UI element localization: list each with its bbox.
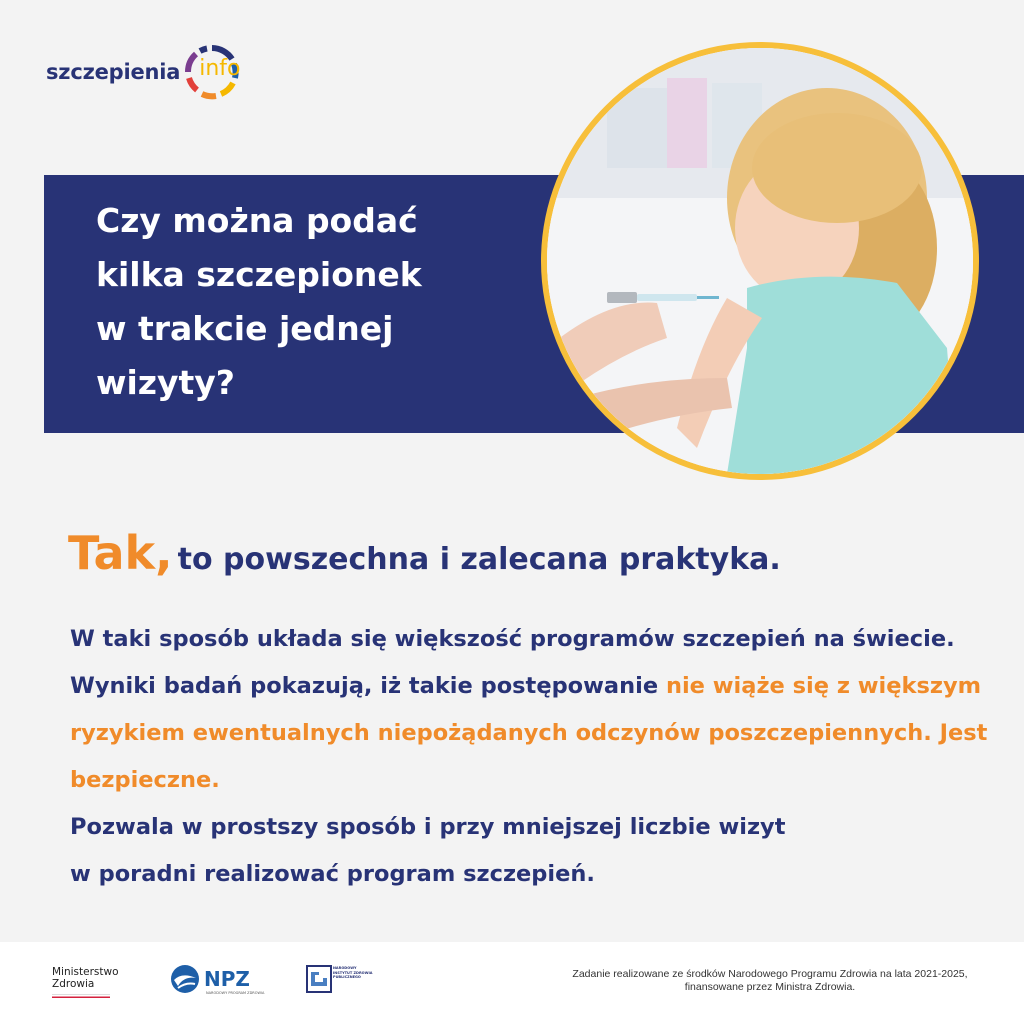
answer-rest: to powszechna i zalecana praktyka. [177,542,781,577]
ministry-name-line1: Ministerstwo [52,966,119,978]
npz-logo[interactable] [170,964,265,995]
npz-logo-subtitle: NARODOWY PROGRAM ZDROWIA [206,991,265,995]
npz-logo-icon [170,964,200,994]
body-text-line: w poradni realizować program szczepień. [70,861,595,887]
nizp-logo[interactable] [306,964,373,998]
ministry-name-line2: Zdrowia [52,978,95,990]
body-text-highlight: nie wiąże się z większym ryzykiem ewentualnych niepożądanych odczynów poszczepiennych. Jest bezpieczne. [70,673,988,793]
nizp-logo-icon [306,964,332,994]
footer [0,942,1024,1011]
question-line: Czy można podać [96,201,418,240]
npz-logo-text: NPZ [204,967,250,991]
question-line: kilka szczepionek [96,255,422,294]
ministry-flag-line [52,994,110,998]
szczepienia-info-logo[interactable] [46,42,242,102]
nizp-logo-text: NARODOWY INSTYTUT ZDROWIA PUBLICZNEGO [333,966,373,979]
logo-ring-icon [182,42,242,102]
logo-text: szczepienia [46,60,181,84]
body-paragraph [70,616,1000,898]
answer-highlight: Tak, [68,526,173,580]
ministry-logo[interactable] [52,966,119,990]
question-line: wizyty? [96,363,235,402]
logo-suffix: info [199,56,241,81]
question-line: w trakcie jednej [96,309,394,348]
page-title [96,194,536,410]
body-text-part1: W taki sposób układa się większość programów szczepień na świecie. Wyniki badań pokazują, iż takie postępowanie [70,626,955,699]
child-vaccination-photo [541,42,979,480]
funding-line: finansowane przez Ministra Zdrowia. [684,981,856,993]
answer-heading [68,526,781,580]
funding-line: Zadanie realizowane ze środków Narodowego Programu Zdrowia na lata 2021-2025, [572,968,968,980]
body-text-line: Pozwala w prostszy sposób i przy mniejszej liczbie wizyt [70,814,786,840]
funding-note [520,968,1020,994]
